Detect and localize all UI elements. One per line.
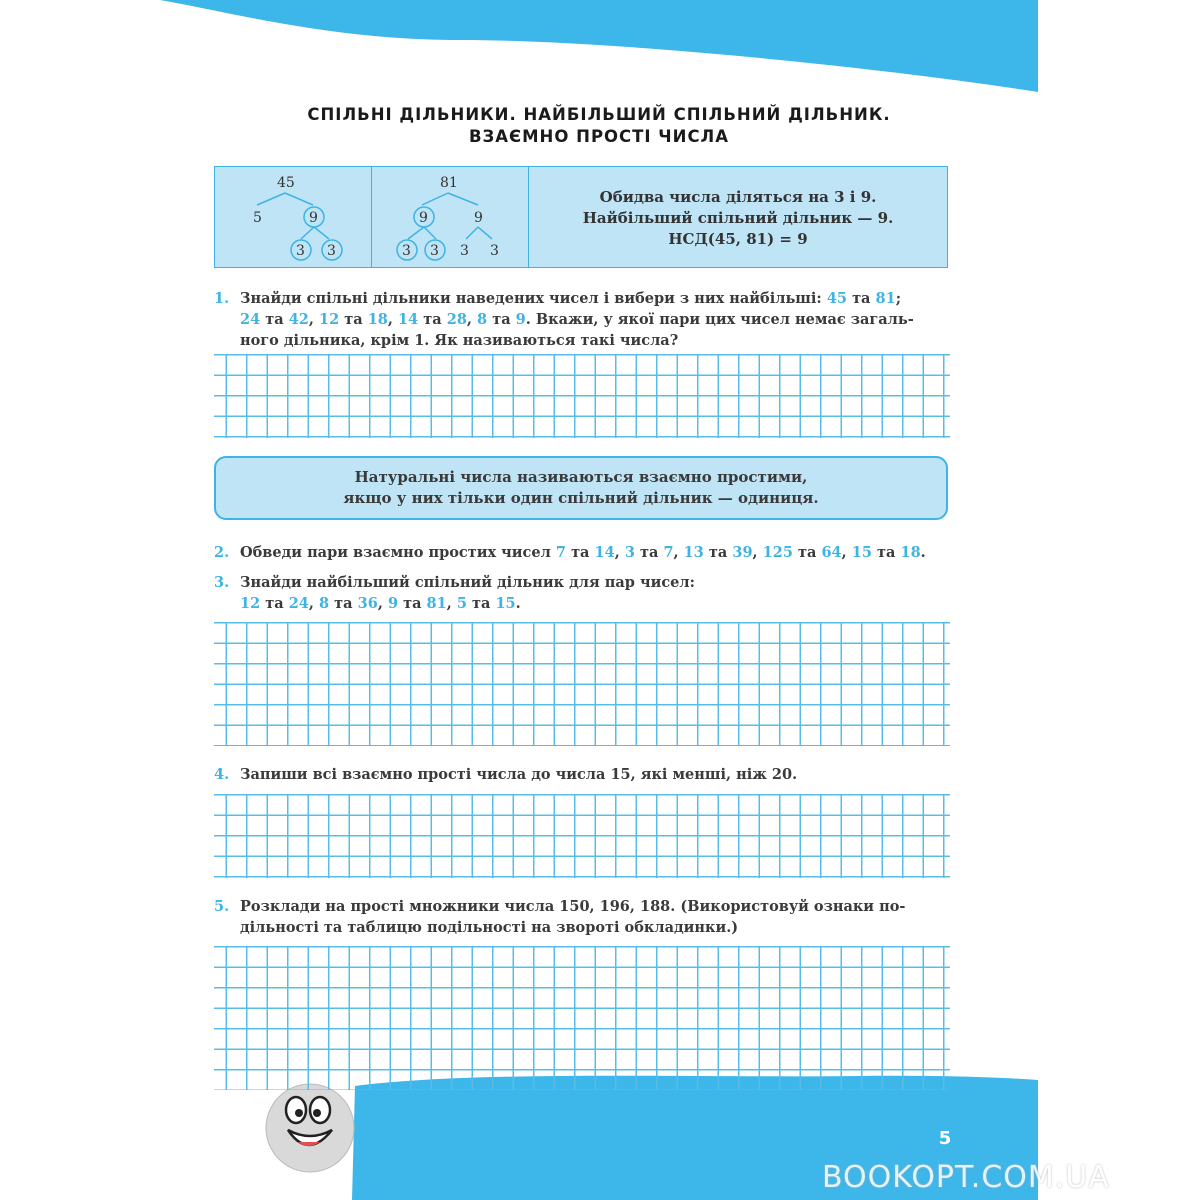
task-2	[214, 542, 954, 563]
tree2-leaf-2: 3	[430, 243, 439, 259]
task-1-value: 18	[367, 311, 388, 328]
task-3-number: 3.	[214, 574, 230, 591]
task-5-text: Розклади на прості множники числа 150, 196, 188. (Використовуй ознаки по-	[240, 898, 906, 915]
task-4	[214, 764, 954, 785]
task-3-end: .	[515, 595, 521, 612]
page-number: 5	[938, 1128, 952, 1149]
tree1-right: 9	[309, 210, 318, 226]
task-1-text: . Вкажи, у якої пари цих чисел немає загаль-	[525, 311, 914, 328]
tree2-leaf-3: 3	[460, 243, 469, 259]
example-text-line-3: НСД(45, 81) = 9	[668, 230, 808, 248]
task-1-value: 8	[477, 311, 488, 328]
task-3-and: та	[472, 595, 491, 612]
task-2-value: 64	[821, 544, 842, 561]
task-3	[214, 572, 954, 614]
task-2-text: Обведи пари взаємно простих чисел	[240, 544, 551, 561]
rule-line-2: якщо у них тільки один спільний дільник — одиниця.	[343, 489, 819, 507]
factor-tree-81	[372, 167, 527, 267]
answer-grid-3[interactable]	[214, 622, 950, 746]
task-1-value: 24	[240, 311, 261, 328]
task-3-value: 12	[240, 595, 261, 612]
task-2-value: 18	[900, 544, 921, 561]
task-1-number: 1.	[214, 290, 230, 307]
example-explanation	[529, 187, 947, 250]
task-3-value: 81	[426, 595, 447, 612]
task-2-number: 2.	[214, 544, 230, 561]
answer-grid-1[interactable]	[214, 354, 950, 438]
task-2-and: та	[708, 544, 728, 561]
task-3-sep: ,	[308, 595, 314, 612]
task-1-sep: ,	[308, 311, 314, 328]
task-3-value: 24	[288, 595, 309, 612]
task-3-sep: ,	[446, 595, 452, 612]
task-3-and: та	[403, 595, 422, 612]
tree1-left: 5	[253, 210, 262, 226]
example-text-line-1: Обидва числа діляться на 3 і 9.	[599, 188, 877, 206]
task-2-sep: ,	[752, 544, 758, 561]
task-2-value: 13	[683, 544, 704, 561]
task-2-value: 7	[663, 544, 674, 561]
task-1-text: Знайди спільні дільники наведених чисел і вибери з них найбільші:	[240, 290, 822, 307]
task-1-sep: ,	[466, 311, 472, 328]
task-2-end: .	[920, 544, 926, 561]
task-3-value: 9	[387, 595, 399, 612]
task-2-and: та	[639, 544, 659, 561]
task-5	[214, 896, 954, 938]
task-1-sep: ,	[387, 311, 393, 328]
task-1-value: 12	[319, 311, 340, 328]
task-1-and: та	[852, 290, 871, 307]
smiley-face-icon	[262, 1080, 358, 1176]
task-1-line-3: ного дільника, крім 1. Як називаються такі числа?	[240, 332, 679, 349]
task-2-sep: ,	[841, 544, 847, 561]
tree1-leaf-2: 3	[327, 243, 336, 259]
task-3-value: 5	[456, 595, 467, 612]
title-line-2: ВЗАЄМНО ПРОСТІ ЧИСЛА	[468, 127, 730, 146]
tree1-leaf-1: 3	[296, 243, 305, 259]
task-1-value: 9	[515, 311, 526, 328]
task-1-line-2	[214, 309, 954, 330]
tree-81-cell	[372, 167, 529, 267]
task-1-and: та	[265, 311, 284, 328]
title-line-1: СПІЛЬНІ ДІЛЬНИКИ. НАЙБІЛЬШИЙ СПІЛЬНИЙ ДІЛЬНИК.	[307, 105, 891, 124]
task-2-and: та	[877, 544, 896, 561]
task-2-and: та	[571, 544, 590, 561]
task-3-value: 15	[495, 595, 516, 612]
task-1-and: та	[423, 311, 442, 328]
tree2-left: 9	[419, 210, 428, 226]
task-5-line-2: дільності та таблицю подільності на звороті обкладинки.)	[240, 919, 739, 936]
task-3-text: Знайди найбільший спільний дільник для пар чисел:	[240, 574, 695, 591]
tree2-right: 9	[474, 210, 483, 226]
task-3-line-2	[214, 593, 954, 614]
task-3-sep: ,	[377, 595, 383, 612]
task-1-and: та	[492, 311, 511, 328]
task-4-number: 4.	[214, 766, 230, 783]
tree2-leaf-1: 3	[402, 243, 411, 259]
task-2-value: 3	[624, 544, 635, 561]
task-3-and: та	[265, 595, 284, 612]
example-table	[214, 166, 948, 268]
factor-tree-45	[215, 167, 370, 267]
task-1-and: та	[344, 311, 363, 328]
task-2-value: 125	[762, 544, 793, 561]
page-title	[160, 104, 1038, 148]
tree2-leaf-4: 3	[490, 243, 499, 259]
task-1-sep: ;	[895, 290, 902, 307]
task-2-sep: ,	[673, 544, 679, 561]
task-3-and: та	[334, 595, 353, 612]
task-1-value: 45	[826, 290, 847, 307]
watermark-text: BOOKOPT.COM.UA	[822, 1160, 1110, 1195]
answer-grid-5[interactable]	[214, 946, 950, 1090]
task-1-value: 28	[446, 311, 467, 328]
task-1-value: 14	[398, 311, 419, 328]
task-2-and: та	[798, 544, 817, 561]
answer-grid-4[interactable]	[214, 794, 950, 878]
rule-definition-box	[214, 456, 948, 520]
task-2-value: 15	[851, 544, 872, 561]
task-5-number: 5.	[214, 898, 230, 915]
tree2-root: 81	[440, 175, 458, 191]
task-1-value: 42	[288, 311, 309, 328]
task-4-text: Запиши всі взаємно прості числа до числа 15, які менші, ніж 20.	[240, 766, 798, 783]
tree1-root: 45	[277, 175, 295, 191]
task-1	[214, 288, 954, 351]
rule-line-1: Натуральні числа називаються взаємно простими,	[354, 468, 808, 486]
task-3-value: 8	[319, 595, 330, 612]
tree-45-cell	[215, 167, 372, 267]
task-2-value: 7	[555, 544, 566, 561]
task-1-value: 81	[875, 290, 896, 307]
task-2-value: 39	[732, 544, 753, 561]
task-3-value: 36	[357, 595, 378, 612]
example-text-line-2: Найбільший спільний дільник — 9.	[582, 209, 894, 227]
task-2-sep: ,	[614, 544, 620, 561]
task-2-value: 14	[594, 544, 615, 561]
